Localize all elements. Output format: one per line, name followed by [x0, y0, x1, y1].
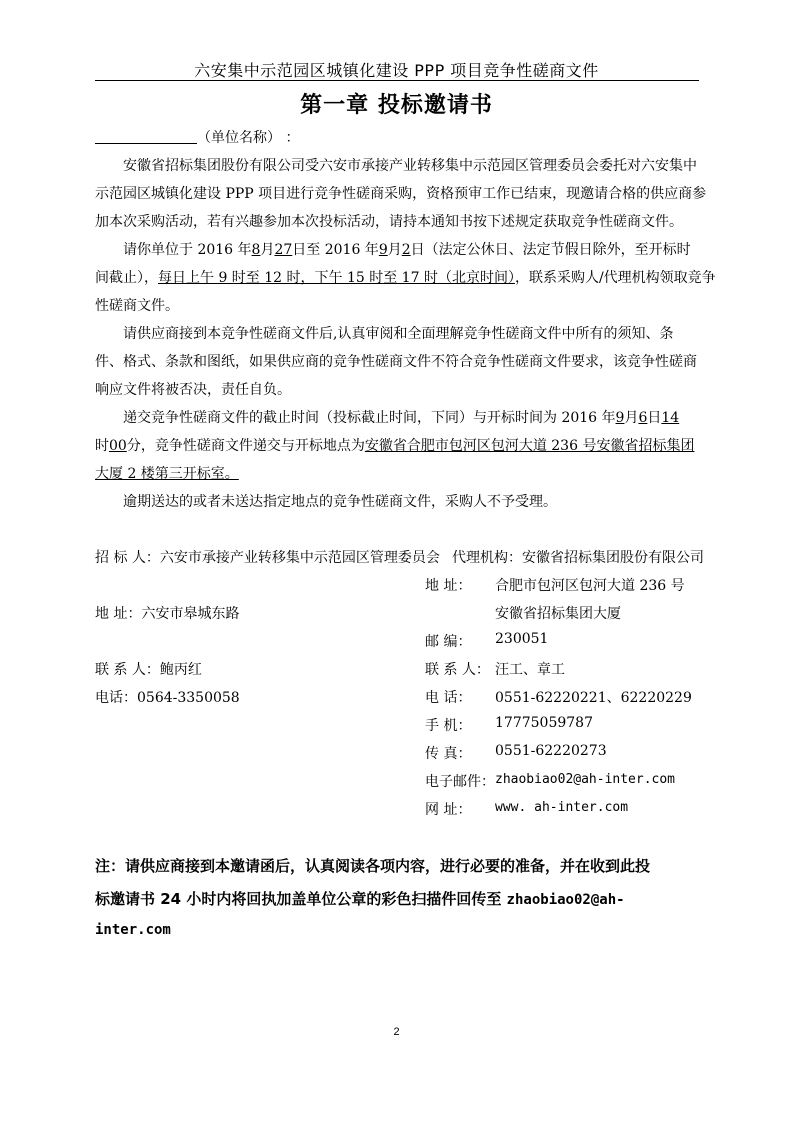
- start-day: 27: [274, 242, 293, 258]
- para3-line1: 请供应商接到本竞争性磋商文件后,认真审阅和全面理解竞争性磋商文件中所有的须知、条: [123, 326, 674, 342]
- agency-line: 代理机构：安徽省招标集团股份有限公司: [452, 550, 704, 566]
- opening-location: 安徽省合肥市包河区包河大道 236 号安徽省招标集团: [364, 438, 695, 454]
- agency-phone-value: 0551-62220221、62220229: [495, 690, 692, 706]
- end-month: 9: [378, 242, 388, 258]
- para2-text-e: 日（法定公休日、法定节假日除外，至开标时: [410, 242, 691, 258]
- postcode-value: 230051: [495, 631, 549, 647]
- para2-line2: [95, 267, 716, 287]
- para1-line3: 加本次采购活动，若有兴趣参加本次投标活动，请持本通知书按下述规定获取竞争性磋商文件。: [95, 214, 683, 230]
- para4-text-a: 递交竞争性磋商文件的截止时间（投标截止时间，下同）与开标时间为 2016 年: [123, 410, 616, 426]
- para2-line2-b: ，联系采购人/代理机构领取竞争: [514, 270, 716, 286]
- para4-line3: [95, 463, 239, 483]
- para2-line3: 性磋商文件。: [95, 298, 179, 314]
- para2-line2-a: 间截止），: [95, 270, 158, 286]
- tenderer-contact: 联 系 人：鲍丙红: [95, 662, 202, 678]
- para4-line1: [123, 407, 679, 427]
- office-hours: 每日上午 9 时至 12 时，下午 15 时至 17 时（北京时间）: [158, 270, 515, 286]
- para2-text-a: 请你单位于 2016 年: [123, 242, 252, 258]
- salutation-text: （单位名称） ：: [197, 130, 300, 146]
- tenderer-line: 招 标 人：六安市承接产业转移集中示范园区管理委员会: [95, 550, 440, 566]
- document-header-title: 六安集中示范园区城镇化建设 PPP 项目竞争性磋商文件: [194, 61, 599, 80]
- fax-label: 传 真：: [425, 746, 472, 762]
- para2-line1: [123, 239, 691, 259]
- para1-line2: 示范园区城镇化建设 PPP 项目进行竞争性磋商采购，资格预审工作已结束，现邀请合格的供应商参: [95, 186, 707, 202]
- start-month: 8: [251, 242, 261, 258]
- note-email-part2: inter.com: [95, 922, 171, 938]
- salutation-line: [95, 127, 299, 147]
- email-label: 电子邮件：: [425, 774, 495, 790]
- para4-line2-a: 时: [95, 438, 109, 454]
- mobile-label: 手 机：: [425, 718, 472, 734]
- website-value: www. ah-inter.com: [495, 800, 629, 815]
- unit-name-blank: [95, 129, 197, 144]
- para1-line1: 安徽省招标集团股份有限公司受六安市承接产业转移集中示范园区管理委员会委托对六安集中: [123, 158, 697, 174]
- agency-phone-label: 电 话：: [425, 690, 472, 706]
- email-value: zhaobiao02@ah-inter.com: [495, 772, 676, 787]
- para4-line2: [95, 435, 694, 455]
- opening-room: 大厦 2 楼第三开标室。: [95, 466, 239, 482]
- para3-line3: 响应文件将被否决，责任自负。: [95, 382, 291, 398]
- note-line2-text: 标邀请书 24 小时内将回执加盖单位公章的彩色扫描件回传至: [95, 890, 507, 908]
- chapter-title: 第一章 投标邀请书: [300, 93, 493, 118]
- tenderer-address: 地 址：六安市皋城东路: [95, 606, 240, 622]
- note-email-part1: zhaobiao02@ah-: [506, 892, 625, 908]
- para3-line2: 件、格式、条款和图纸，如果供应商的竞争性磋商文件不符合竞争性磋商文件要求，该竞争性磋商: [95, 354, 697, 370]
- agency-address-label: 地 址：: [425, 578, 472, 594]
- agency-contact-label: 联 系 人：: [425, 662, 490, 678]
- mobile-value: 17775059787: [495, 715, 593, 731]
- deadline-month: 9: [615, 410, 625, 426]
- website-label: 网 址：: [425, 802, 472, 818]
- tenderer-phone: 电话：0564-3350058: [95, 690, 240, 706]
- end-day: 2: [401, 242, 411, 258]
- deadline-minute: 00: [109, 438, 127, 454]
- header-divider: [95, 80, 699, 81]
- para4-text-c: 日: [647, 410, 662, 426]
- note-line3: [95, 920, 171, 938]
- deadline-day: 6: [638, 410, 648, 426]
- para5-line: 逾期送达的或者未送达指定地点的竞争性磋商文件，采购人不予受理。: [123, 494, 557, 510]
- para2-text-d: 月: [387, 242, 402, 258]
- postcode-label: 邮 编：: [425, 634, 472, 650]
- para2-text-b: 月: [260, 242, 275, 258]
- agency-address-line2: 安徽省招标集团大厦: [495, 606, 621, 622]
- deadline-hour: 14: [661, 410, 680, 426]
- note-line1: 注：请供应商接到本邀请函后，认真阅读各项内容，进行必要的准备，并在收到此投: [95, 857, 651, 875]
- agency-address-line1: 合肥市包河区包河大道 236 号: [495, 578, 685, 594]
- agency-contact-value: 汪工、章工: [495, 662, 565, 678]
- note-line2: [95, 888, 625, 909]
- para4-line2-b: 分，竞争性磋商文件递交与开标地点为: [126, 438, 365, 454]
- page-number: 2: [393, 1026, 400, 1038]
- fax-value: 0551-62220273: [495, 743, 607, 759]
- para4-text-b: 月: [624, 410, 639, 426]
- para2-text-c: 日至 2016 年: [292, 242, 379, 258]
